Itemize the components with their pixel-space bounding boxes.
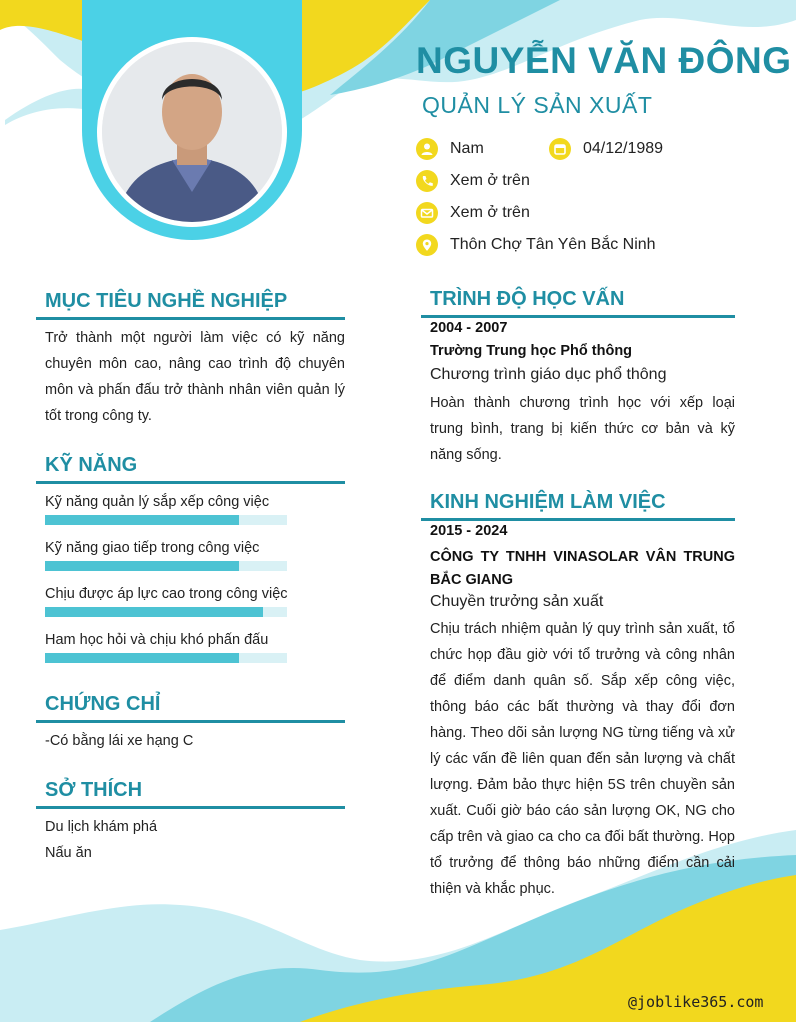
- skill-label: Chịu được áp lực cao trong công việc: [45, 586, 288, 602]
- hobbies-heading: SỞ THÍCH: [36, 779, 345, 809]
- skill-bar-fill: [45, 653, 239, 663]
- skill-bar: [45, 607, 287, 617]
- location-pin-icon: [416, 234, 438, 256]
- address-row: [416, 234, 656, 256]
- education-heading: TRÌNH ĐỘ HỌC VẤN: [421, 288, 735, 318]
- experience-company: CÔNG TY TNHH VINASOLAR VÂN TRUNG BẮC GIANG: [430, 549, 735, 588]
- candidate-name: NGUYỄN VĂN ĐÔNG: [416, 40, 792, 81]
- experience-description: Chịu trách nhiệm quản lý quy trình sản xuất, tổ chức họp đầu giờ với tổ trưởng và công nhân để điểm danh quân số. Sắp xếp công việc, thông báo các bất thường và thay đổi đơn hàng. Theo dõi sản lượng NG từng tiếng và xử lý các vấn đề liên quan đến sản lượng và chất lượng. Đảm bảo thực hiện 5S trên chuyền sản xuất. Cuối giờ báo cáo sản lượng OK, NG cho cấp trên và giao ca cho ca đối bất thường. Họp tổ trưởng để thông báo những điểm cần cải thiện và khắc phục.: [430, 621, 735, 897]
- email-value: Xem ở trên: [450, 204, 530, 221]
- phone-row: [416, 170, 530, 192]
- education-period: 2004 - 2007: [430, 320, 508, 336]
- education-description: Hoàn thành chương trình học với xếp loại trung bình, trang bị kiến thức cơ bản và kỹ năng sống.: [430, 395, 735, 463]
- certificate-item: -Có bằng lái xe hạng C: [45, 733, 194, 749]
- skill-bar: [45, 653, 287, 663]
- profile-photo: [102, 42, 282, 222]
- skill-bar-fill: [45, 607, 263, 617]
- gender-row: [416, 138, 484, 160]
- birthdate-row: [549, 138, 663, 160]
- education-school: Trường Trung học Phổ thông: [430, 343, 633, 359]
- phone-value: Xem ở trên: [450, 172, 530, 189]
- skill-bar: [45, 515, 287, 525]
- experience-period: 2015 - 2024: [430, 523, 508, 539]
- watermark: @joblike365.com: [628, 993, 764, 1011]
- skill-bar-fill: [45, 561, 239, 571]
- person-icon: [416, 138, 438, 160]
- objective-heading: MỤC TIÊU NGHỀ NGHIỆP: [36, 290, 345, 320]
- education-program: Chương trình giáo dục phổ thông: [430, 366, 667, 383]
- certificates-heading: CHỨNG CHỈ: [36, 693, 345, 723]
- address-value: Thôn Chợ Tân Yên Bắc Ninh: [450, 236, 656, 253]
- skills-heading: KỸ NĂNG: [36, 454, 345, 484]
- calendar-icon: [549, 138, 571, 160]
- hobby-item: Du lịch khám phá: [45, 819, 158, 835]
- phone-icon: [416, 170, 438, 192]
- skill-label: Kỹ năng giao tiếp trong công việc: [45, 540, 260, 556]
- job-title: QUẢN LÝ SẢN XUẤT: [422, 92, 653, 118]
- experience-role: Chuyền trưởng sản xuất: [430, 593, 604, 610]
- experience-heading: KINH NGHIỆM LÀM VIỆC: [421, 491, 735, 521]
- objective-text: Trở thành một người làm việc có kỹ năng chuyên môn cao, nâng cao trình độ chuyên môn và phấn đấu trở thành nhân viên quản lý tốt trong công ty.: [45, 330, 345, 424]
- gender-value: Nam: [450, 140, 484, 157]
- email-row: [416, 202, 530, 224]
- skill-label: Kỹ năng quản lý sắp xếp công việc: [45, 494, 270, 510]
- skill-bar: [45, 561, 287, 571]
- skill-bar-fill: [45, 515, 239, 525]
- birthdate-value: 04/12/1989: [583, 140, 664, 157]
- skill-label: Ham học hỏi và chịu khó phấn đấu: [45, 632, 269, 648]
- hobby-item: Nấu ăn: [45, 845, 92, 861]
- envelope-icon: [416, 202, 438, 224]
